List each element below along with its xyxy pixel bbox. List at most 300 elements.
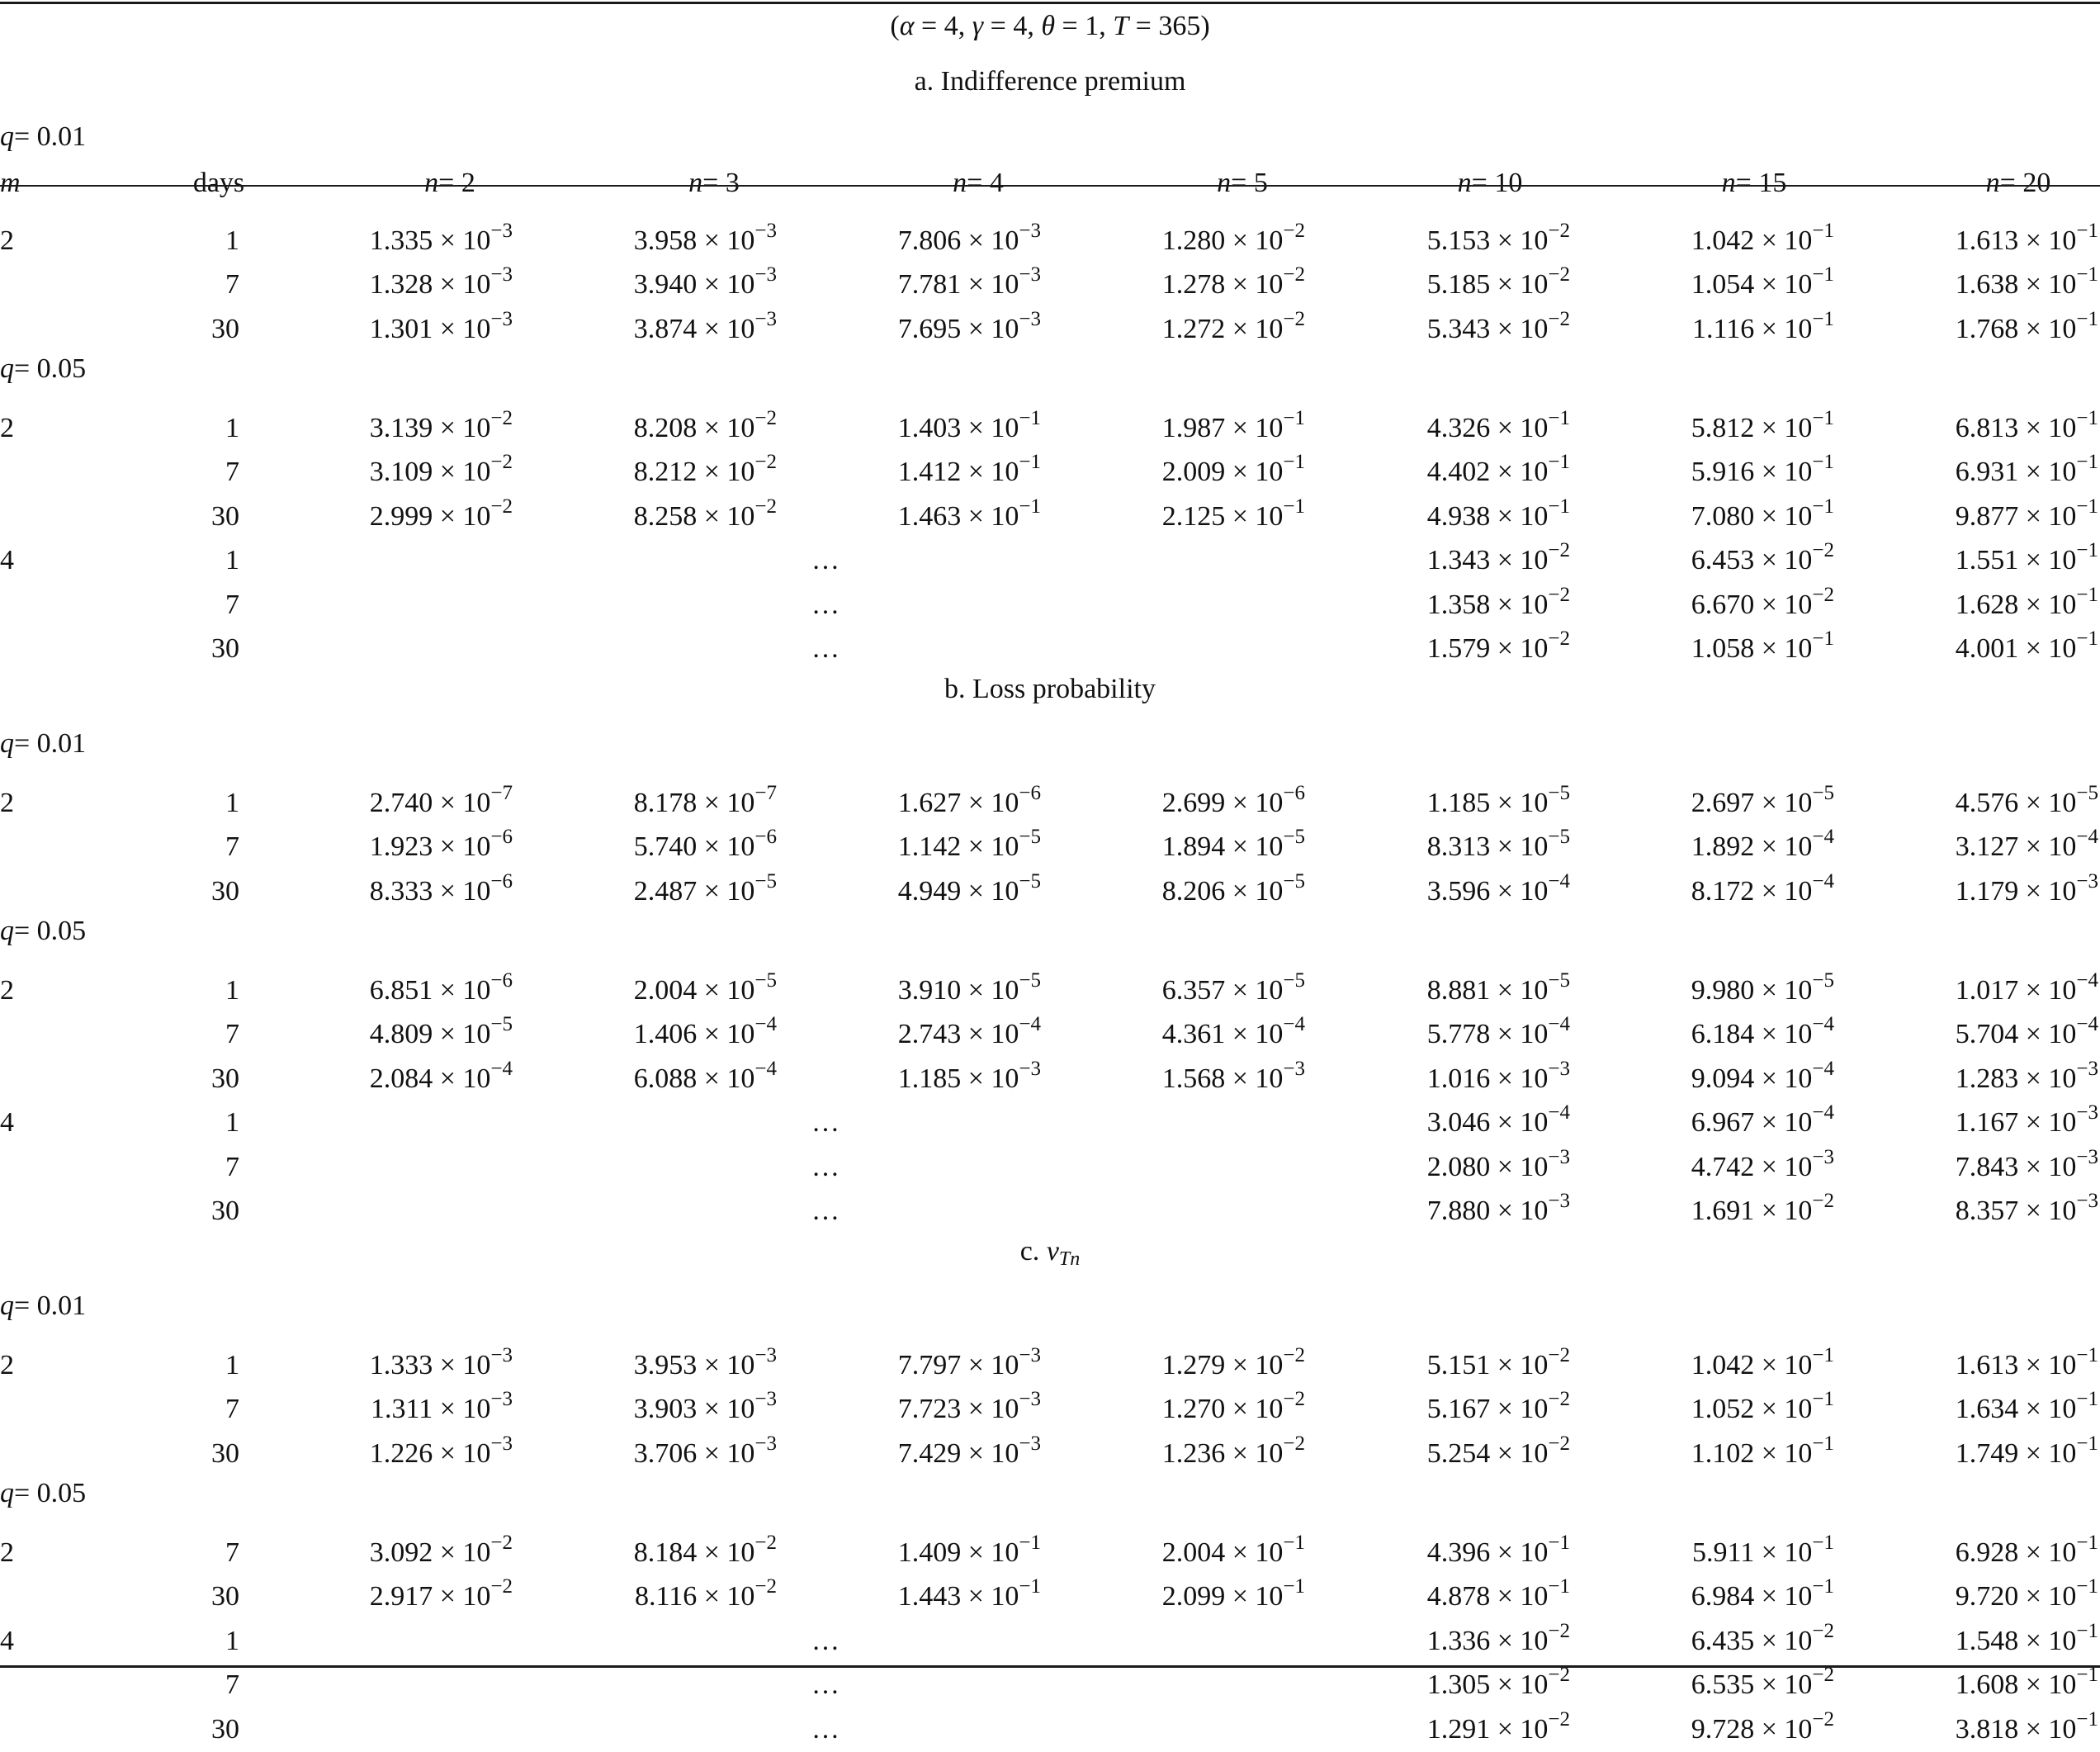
times-sign: × (961, 787, 991, 818)
mantissa: 1.443 (897, 1581, 962, 1612)
base-ten: 10 (1520, 589, 1549, 620)
header-m: m (0, 168, 21, 198)
exponent: −1 (2076, 1575, 2098, 1598)
mantissa: 5.151 (1426, 1349, 1491, 1380)
mantissa: 3.903 (633, 1394, 698, 1424)
mantissa: 1.042 (1691, 1349, 1755, 1380)
exponent: −1 (1548, 1575, 1570, 1598)
mantissa: 3.706 (633, 1437, 698, 1469)
base-ten: 10 (1784, 1669, 1813, 1700)
row-days-value: 1 (225, 1349, 239, 1380)
n-symbol: n (688, 168, 703, 198)
table-cell (370, 1012, 513, 1057)
mantissa: 2.999 (369, 500, 433, 532)
table-cell (1427, 450, 1570, 495)
times-sign: × (1225, 225, 1256, 256)
mantissa: 5.812 (1691, 412, 1755, 443)
times-sign: × (1754, 589, 1785, 620)
exponent: −2 (1548, 627, 1570, 650)
ellipsis: … (811, 589, 840, 620)
times-sign: × (1490, 1669, 1521, 1700)
mantissa: 7.806 (897, 225, 962, 256)
mantissa: 1.628 (1955, 589, 2019, 620)
base-ten: 10 (462, 1019, 491, 1049)
table-cell (1691, 1012, 1834, 1057)
header-n-5 (1399, 161, 1581, 206)
table-cell (370, 406, 513, 451)
exponent: −2 (754, 1531, 777, 1554)
mantissa: 6.670 (1691, 589, 1755, 620)
row-days-value: 30 (211, 875, 239, 907)
base-ten: 10 (1520, 875, 1549, 907)
row-days-value: 7 (225, 831, 239, 862)
mantissa: 6.184 (1691, 1019, 1755, 1049)
times-sign: × (961, 412, 991, 443)
times-sign: × (1490, 1581, 1521, 1612)
panel-title: b. Loss probability (944, 673, 1156, 704)
exponent: −6 (754, 826, 777, 848)
base-ten: 10 (991, 831, 1019, 862)
exponent: −1 (2076, 1619, 2098, 1642)
mantissa: 4.938 (1426, 500, 1491, 532)
base-ten: 10 (2048, 1669, 2077, 1700)
q-label-row (0, 1471, 2100, 1516)
exponent: −2 (1548, 219, 1570, 242)
table-cell (1956, 406, 2098, 451)
base-ten: 10 (1784, 1537, 1813, 1568)
table-cell (1691, 1145, 1834, 1190)
times-sign: × (697, 225, 727, 256)
base-ten: 10 (991, 269, 1019, 300)
q-label (0, 1284, 86, 1328)
base-ten: 10 (726, 412, 755, 443)
times-sign: × (1490, 1537, 1521, 1568)
base-ten: 10 (1520, 1713, 1549, 1745)
exponent: −2 (754, 495, 777, 518)
table-cell (1162, 1343, 1305, 1388)
table-cell (898, 869, 1041, 914)
mantissa: 1.336 (1426, 1625, 1491, 1656)
q-label (0, 909, 86, 954)
table-cell (370, 219, 513, 263)
times-sign: × (1490, 1019, 1521, 1049)
exponent: −6 (490, 968, 513, 992)
base-ten: 10 (2048, 1063, 2077, 1094)
base-ten: 10 (462, 831, 491, 862)
exponent: −4 (1812, 826, 1834, 848)
base-ten: 10 (1784, 313, 1813, 344)
table-cell (1162, 219, 1305, 263)
exponent: −2 (1548, 1664, 1570, 1686)
base-ten: 10 (1784, 500, 1813, 532)
times-sign: × (697, 787, 727, 818)
exponent: −2 (490, 406, 513, 429)
base-ten: 10 (1784, 225, 1813, 256)
exponent: −2 (1812, 1707, 1834, 1731)
base-ten: 10 (2048, 1713, 2077, 1745)
table-cell (634, 495, 777, 539)
times-sign: × (961, 1019, 991, 1049)
exponent: −1 (1019, 1531, 1041, 1554)
table-cell (1956, 869, 2098, 914)
table-cell (370, 869, 513, 914)
table-cell (898, 495, 1041, 539)
table-cell (370, 495, 513, 539)
times-sign: × (433, 974, 463, 1006)
table-cell (1956, 1387, 2098, 1432)
times-sign: × (433, 1394, 463, 1424)
mantissa: 7.781 (897, 269, 962, 300)
mantissa: 4.001 (1955, 633, 2019, 664)
table-cell (898, 1432, 1041, 1476)
exponent: −7 (490, 781, 513, 804)
base-ten: 10 (1520, 545, 1549, 575)
table-cell (1427, 219, 1570, 263)
times-sign: × (961, 1394, 991, 1424)
ellipsis: … (811, 1669, 840, 1700)
times-sign: × (1754, 1713, 1785, 1745)
mantissa: 5.254 (1426, 1437, 1491, 1469)
table-cell (898, 1057, 1041, 1101)
table-cell (1162, 825, 1305, 869)
exponent: −4 (1548, 869, 1570, 893)
mantissa: 5.778 (1426, 1019, 1491, 1049)
exponent: −5 (1548, 826, 1570, 848)
table-cell (1691, 968, 1834, 1013)
table-cell (1956, 450, 2098, 495)
q-symbol: q (0, 1290, 14, 1321)
mantissa: 1.016 (1426, 1063, 1491, 1094)
table-cell (1691, 495, 1834, 539)
exponent: −2 (1548, 1432, 1570, 1455)
mantissa: 1.892 (1691, 831, 1755, 862)
table-cell (1427, 1387, 1570, 1432)
base-ten: 10 (1784, 1713, 1813, 1745)
base-ten: 10 (991, 1537, 1019, 1568)
exponent: −1 (2076, 263, 2098, 286)
exponent: −2 (1548, 307, 1570, 330)
mantissa: 2.080 (1426, 1151, 1491, 1182)
base-ten: 10 (2048, 974, 2077, 1006)
exponent: −3 (490, 1432, 513, 1455)
mantissa: 1.634 (1955, 1394, 2019, 1424)
mantissa: 3.874 (633, 313, 698, 344)
base-ten: 10 (1520, 412, 1549, 443)
exponent: −2 (1548, 1707, 1570, 1731)
panel-title-row (0, 59, 2100, 104)
table-cell (1691, 627, 1834, 671)
times-sign: × (433, 875, 463, 907)
mantissa: 1.280 (1161, 225, 1226, 256)
table-cell (1427, 1343, 1570, 1388)
exponent: −1 (1019, 406, 1041, 429)
exponent: −6 (490, 826, 513, 848)
table-cell (1956, 825, 2098, 869)
mantissa: 2.740 (369, 787, 433, 818)
times-sign: × (2018, 1625, 2049, 1656)
table-row (0, 583, 2100, 627)
base-ten: 10 (2048, 1349, 2077, 1380)
times-sign: × (1225, 412, 1256, 443)
mantissa: 8.184 (633, 1537, 698, 1568)
exponent: −3 (1019, 1388, 1041, 1410)
times-sign: × (1490, 1394, 1521, 1424)
times-sign: × (1754, 1437, 1785, 1469)
base-ten: 10 (1784, 545, 1813, 575)
base-ten: 10 (1520, 1625, 1549, 1656)
mantissa: 2.697 (1691, 787, 1755, 818)
times-sign: × (1490, 412, 1521, 443)
exponent: −1 (2076, 539, 2098, 561)
table-cell (1956, 495, 2098, 539)
times-sign: × (1490, 1625, 1521, 1656)
table-bottom-rule (0, 1665, 2100, 1668)
times-sign: × (2018, 1107, 2049, 1138)
table-cell (1162, 869, 1305, 914)
base-ten: 10 (462, 1349, 491, 1380)
exponent: −2 (1283, 1388, 1305, 1410)
mantissa: 1.291 (1426, 1713, 1491, 1745)
base-ten: 10 (726, 313, 755, 344)
base-ten: 10 (726, 1063, 755, 1094)
times-sign: × (1754, 412, 1785, 443)
table-cell (1691, 538, 1834, 583)
times-sign: × (697, 500, 727, 532)
table-cell (898, 1012, 1041, 1057)
base-ten: 10 (1520, 1196, 1549, 1226)
table-cell (1691, 1619, 1834, 1664)
times-sign: × (697, 831, 727, 862)
mantissa: 5.916 (1691, 457, 1755, 487)
mantissa: 1.272 (1161, 313, 1226, 344)
times-sign: × (433, 1019, 463, 1049)
times-sign: × (1754, 633, 1785, 664)
exponent: −2 (1812, 539, 1834, 561)
base-ten: 10 (2048, 787, 2077, 818)
mantissa: 4.396 (1426, 1537, 1491, 1568)
n-value: = 20 (1999, 168, 2051, 198)
base-ten: 10 (991, 500, 1019, 532)
mantissa: 2.487 (633, 875, 698, 907)
exponent: −3 (754, 263, 777, 286)
base-ten: 10 (462, 500, 491, 532)
base-ten: 10 (1255, 457, 1284, 487)
base-ten: 10 (462, 225, 491, 256)
q-label (0, 722, 86, 766)
base-ten: 10 (1784, 1151, 1813, 1182)
times-sign: × (1490, 313, 1521, 344)
times-sign: × (433, 313, 463, 344)
mantissa: 1.691 (1691, 1196, 1755, 1226)
table-cell (1427, 1619, 1570, 1664)
base-ten: 10 (1784, 1437, 1813, 1469)
table-row (0, 1663, 2100, 1707)
base-ten: 10 (2048, 545, 2077, 575)
times-sign: × (1754, 1581, 1785, 1612)
row-days-value: 1 (225, 1625, 239, 1656)
row-days-value: 30 (211, 633, 239, 664)
table-cell (1427, 1189, 1570, 1234)
base-ten: 10 (2048, 1437, 2077, 1469)
table-cell (634, 1387, 777, 1432)
base-ten: 10 (726, 1581, 755, 1612)
mantissa: 8.178 (633, 787, 698, 818)
times-sign: × (697, 875, 727, 907)
mantissa: 7.429 (897, 1437, 962, 1469)
table-cell (1427, 1145, 1570, 1190)
mantissa: 1.185 (897, 1063, 962, 1094)
table-cell (1162, 307, 1305, 352)
table-cell (634, 1343, 777, 1388)
q-value: = 0.01 (14, 728, 87, 759)
times-sign: × (961, 1437, 991, 1469)
mantissa: 4.576 (1955, 787, 2019, 818)
base-ten: 10 (1784, 1581, 1813, 1612)
table-cell (1162, 968, 1305, 1013)
exponent: −6 (490, 869, 513, 893)
exponent: −3 (1019, 1057, 1041, 1080)
base-ten: 10 (1784, 1063, 1813, 1094)
table-top-rule (0, 2, 2100, 4)
mantissa: 1.613 (1955, 1349, 2019, 1380)
times-sign: × (1225, 1349, 1256, 1380)
base-ten: 10 (1255, 974, 1284, 1006)
times-sign: × (2018, 269, 2049, 300)
times-sign: × (1225, 974, 1256, 1006)
base-ten: 10 (1520, 457, 1549, 487)
exponent: −3 (1019, 1343, 1041, 1366)
n-value: = 3 (702, 168, 740, 198)
table-cell (1162, 1574, 1305, 1619)
base-ten: 10 (1520, 269, 1549, 300)
table-row (0, 1387, 2100, 1432)
exponent: −5 (754, 869, 777, 893)
exponent: −1 (1019, 495, 1041, 518)
base-ten: 10 (1784, 1196, 1813, 1226)
table-row (0, 869, 2100, 914)
times-sign: × (697, 412, 727, 443)
exponent: −5 (754, 968, 777, 992)
mantissa: 1.548 (1955, 1625, 2019, 1656)
mantissa: 6.813 (1955, 412, 2019, 443)
times-sign: × (1754, 787, 1785, 818)
times-sign: × (1490, 1063, 1521, 1094)
base-ten: 10 (462, 1394, 491, 1424)
times-sign: × (433, 1063, 463, 1094)
exponent: −4 (1812, 1057, 1834, 1080)
mantissa: 1.579 (1426, 633, 1491, 664)
base-ten: 10 (1784, 269, 1813, 300)
table-cell (1427, 307, 1570, 352)
exponent: −1 (2076, 495, 2098, 518)
mantissa: 1.627 (897, 787, 962, 818)
exponent: −1 (1548, 451, 1570, 473)
mantissa: 5.704 (1955, 1019, 2019, 1049)
exponent: −4 (1812, 1101, 1834, 1124)
table-cell (898, 1574, 1041, 1619)
header-rule (0, 185, 2100, 187)
base-ten: 10 (991, 1581, 1019, 1612)
mantissa: 6.535 (1691, 1669, 1755, 1700)
base-ten: 10 (1784, 875, 1813, 907)
base-ten: 10 (991, 875, 1019, 907)
times-sign: × (1754, 313, 1785, 344)
panel-title: c. $v_{Tn}$ (1019, 1235, 1081, 1270)
base-ten: 10 (991, 412, 1019, 443)
mantissa: 5.167 (1426, 1394, 1491, 1424)
mantissa: 3.139 (369, 412, 433, 443)
exponent: −5 (1812, 781, 1834, 804)
mantissa: 2.699 (1161, 787, 1226, 818)
times-sign: × (1225, 875, 1256, 907)
times-sign: × (1490, 269, 1521, 300)
row-days-value: 7 (225, 1537, 239, 1568)
row-days-value: 30 (211, 1581, 239, 1612)
mantissa: 1.894 (1161, 831, 1226, 862)
exponent: −1 (1283, 495, 1305, 518)
row-days-value: 7 (225, 589, 239, 620)
mantissa: 5.153 (1426, 225, 1491, 256)
times-sign: × (1490, 1196, 1521, 1226)
table-row (0, 1145, 2100, 1190)
table-cell (1691, 1101, 1834, 1145)
mantissa: 1.167 (1955, 1107, 2019, 1138)
table-cell (370, 825, 513, 869)
base-ten: 10 (991, 974, 1019, 1006)
base-ten: 10 (2048, 1196, 2077, 1226)
base-ten: 10 (1255, 1537, 1284, 1568)
row-days-value: 1 (225, 545, 239, 575)
exponent: −4 (1812, 869, 1834, 893)
base-ten: 10 (1520, 500, 1549, 532)
mantissa: 3.940 (633, 269, 698, 300)
mantissa: 9.877 (1955, 500, 2019, 532)
param-theta-symbol: θ (1041, 11, 1056, 41)
base-ten: 10 (726, 1437, 755, 1469)
table-cell (370, 450, 513, 495)
mantissa: 1.301 (369, 313, 433, 344)
mantissa: 3.596 (1426, 875, 1491, 907)
mantissa: 1.226 (369, 1437, 433, 1469)
base-ten: 10 (2048, 589, 2077, 620)
mantissa: 1.568 (1161, 1063, 1226, 1094)
times-sign: × (1490, 545, 1521, 575)
exponent: −1 (2076, 1664, 2098, 1686)
exponent: −3 (490, 263, 513, 286)
base-ten: 10 (1255, 1394, 1284, 1424)
params-open: ( (890, 11, 900, 41)
table-row (0, 1057, 2100, 1101)
table-cell (635, 1574, 777, 1619)
exponent: −3 (1548, 1190, 1570, 1212)
times-sign: × (961, 269, 991, 300)
times-sign: × (1490, 831, 1521, 862)
table-cell (1956, 1707, 2098, 1752)
mantissa: 1.333 (369, 1349, 433, 1380)
table-cell (634, 1432, 777, 1476)
table-cell (371, 1387, 513, 1432)
base-ten: 10 (726, 831, 755, 862)
table-cell (1691, 1707, 1834, 1752)
table-cell (1956, 1619, 2098, 1664)
exponent: −5 (1548, 968, 1570, 992)
mantissa: 4.949 (897, 875, 962, 907)
table-cell (634, 263, 777, 307)
table-row (0, 781, 2100, 826)
q-value: = 0.01 (14, 1290, 87, 1321)
table-cell (1162, 450, 1305, 495)
table-cell (1691, 1432, 1834, 1476)
